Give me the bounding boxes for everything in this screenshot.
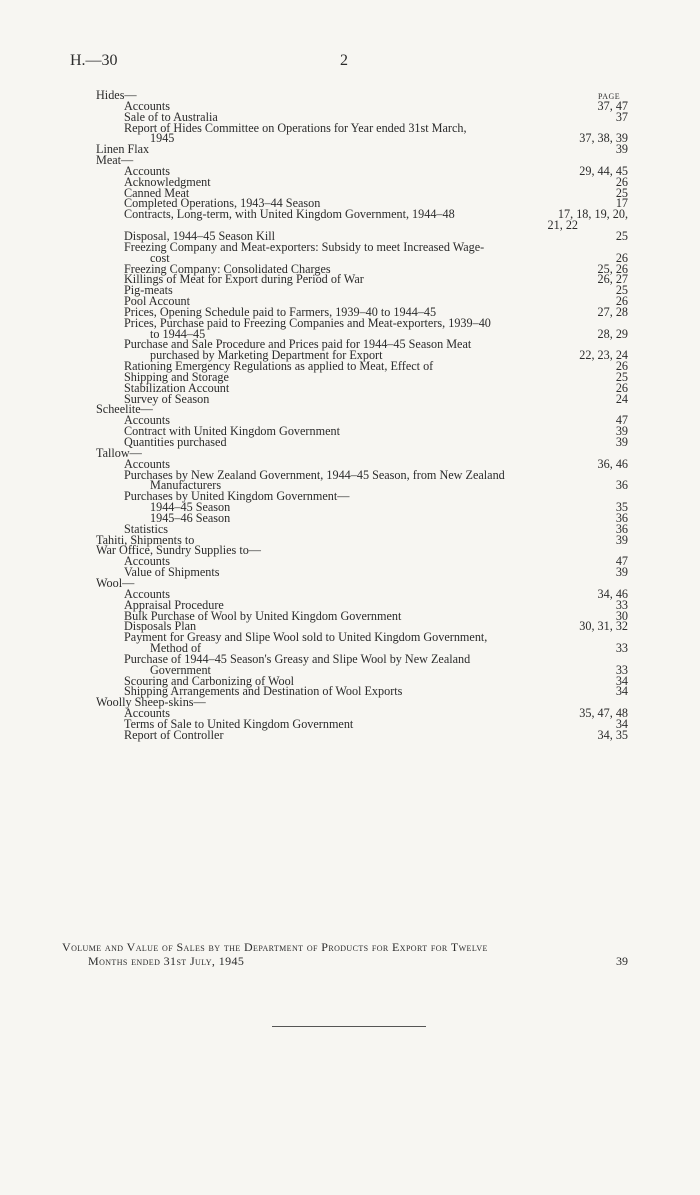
entry-pages: 39 (615, 435, 628, 449)
entry-pages: 39 (615, 424, 628, 439)
entry-pages: 37 (615, 109, 628, 124)
entry-continuation: Government (150, 662, 211, 677)
entry-text: Accounts (124, 413, 171, 428)
entry-pages: 25 (615, 228, 628, 243)
entry-pages: 47 (615, 554, 628, 569)
entry-text: Quantities purchased (124, 435, 227, 449)
entry-pages: 33 (615, 641, 628, 656)
index-entry (96, 404, 628, 415)
entry-continuation: Manufacturers (150, 478, 222, 493)
entry-pages: 25 (615, 369, 628, 384)
entry-text: Accounts (124, 554, 171, 569)
entry-pages: 34, 35 (597, 727, 628, 742)
entry-text: Survey of Season (124, 391, 210, 406)
entry-text: Completed Operations, 1943–44 Season (124, 196, 321, 211)
index-entry (96, 632, 628, 654)
index-entry (96, 391, 628, 406)
entry-pages: 47 (615, 413, 628, 428)
entry-text: Disposal, 1944–45 Season Kill (124, 228, 275, 243)
index-entry (96, 90, 628, 101)
entry-text: Woolly Sheep-skins— (96, 695, 206, 710)
entry-pages: 26 (615, 174, 628, 189)
entry-continuation: 1945 (150, 131, 175, 146)
entry-text: Accounts (124, 706, 171, 721)
entry-pages: 26 (615, 294, 628, 309)
entry-text: Hides— (96, 88, 137, 102)
index-entry (96, 575, 628, 590)
index-entry (96, 239, 628, 265)
entry-continuation: cost (150, 250, 170, 265)
index-entry (96, 155, 628, 166)
entry-pages: 30, 31, 32 (579, 619, 628, 634)
entry-text: Payment for Greasy and Slipe Wool sold to United Kingdom Government, (124, 630, 488, 645)
entry-pages: 33 (615, 662, 628, 677)
entry-pages: 34 (615, 673, 628, 688)
entry-text: Contracts, Long-term, with United Kingdom Government, 1944–48 (124, 207, 455, 222)
entry-text: Accounts (124, 98, 171, 113)
footer-pages: 39 (616, 954, 628, 968)
entry-pages: 35, 47, 48 (579, 706, 628, 721)
entry-text: Accounts (124, 456, 171, 471)
entry-pages: 29, 44, 45 (579, 163, 628, 178)
entry-continuation: purchased by Marketing Department for Export (150, 348, 383, 363)
entry-pages: 24 (615, 391, 628, 406)
entry-text: 1945–46 Season (150, 510, 231, 525)
entry-pages: 33 (615, 597, 628, 612)
index-entry (96, 437, 628, 448)
entry-pages: 27, 28 (597, 304, 628, 319)
index-entry (96, 445, 628, 460)
entry-continuation: to 1944–45 (150, 326, 206, 341)
footer-line-1: Volume and Value of Sales by the Department of Products for Export for Twelve (62, 940, 488, 954)
entry-text: Killings of Meat for Export during Period of War (124, 272, 364, 287)
document-code: H.—30 (70, 52, 118, 69)
entry-text: Linen Flax (96, 142, 150, 157)
entry-pages: 25 (615, 283, 628, 298)
entry-text: Accounts (124, 586, 171, 601)
entry-text: Acknowledgment (124, 174, 211, 189)
entry-text: Prices, Purchase paid to Freezing Companies and Meat-exporters, 1939–40 (124, 315, 491, 330)
entry-text: Accounts (124, 163, 171, 178)
entry-text: Scouring and Carbonizing of Wool (124, 673, 295, 688)
closing-rule (272, 1026, 426, 1027)
entry-text: Disposals Plan (124, 619, 197, 634)
footer-line-2: Months ended 31st July, 1945 (88, 954, 245, 968)
entry-text: Rationing Emergency Regulations as applied to Meat, Effect of (124, 359, 434, 374)
page-header (70, 52, 630, 72)
footer-entry (62, 940, 628, 968)
entry-text: Tallow— (96, 445, 142, 460)
entry-text: Purchases by New Zealand Government, 1944–45 Season, from New Zealand (124, 467, 505, 482)
index-entry (96, 567, 628, 578)
index-entry (96, 209, 628, 231)
entry-pages: 34 (615, 684, 628, 699)
index-entry (96, 315, 628, 341)
entry-text: Sale of to Australia (124, 109, 218, 124)
index-entry (96, 274, 628, 285)
entry-pages: 37, 47 (597, 98, 628, 113)
entry-text: Stabilization Account (124, 380, 230, 395)
entry-text: Wool— (96, 575, 135, 590)
entry-text: Terms of Sale to United Kingdom Government (124, 716, 354, 731)
entry-pages: 37, 38, 39 (579, 131, 628, 146)
entry-text: Purchases by United Kingdom Government— (124, 489, 350, 504)
entry-text: Purchase of 1944–45 Season's Greasy and Slipe Wool by New Zealand (124, 651, 471, 666)
entry-pages: 26 (615, 380, 628, 395)
entry-pages: 26 (615, 359, 628, 374)
entry-pages: 36 (615, 521, 628, 536)
entry-pages: 30 (615, 608, 628, 623)
entry-text: War Office, Sundry Supplies to— (96, 543, 261, 558)
entry-text: Report of Controller (124, 727, 224, 742)
entry-text: Shipping and Storage (124, 369, 229, 384)
page-number: 2 (340, 52, 348, 69)
entry-pages: 36 (615, 510, 628, 525)
index-entry (96, 697, 628, 708)
entry-text: Purchase and Sale Procedure and Prices paid for 1944–45 Season Meat (124, 337, 472, 352)
entry-text: Contract with United Kingdom Government (124, 424, 340, 439)
entry-pages: 22, 23, 24 (579, 348, 628, 363)
entry-pages: 34 (615, 716, 628, 731)
entry-text: Bulk Purchase of Wool by United Kingdom Government (124, 608, 402, 623)
index-entry (96, 467, 628, 493)
entry-pages: 39 (615, 142, 628, 157)
entry-pages: 39 (615, 532, 628, 547)
entry-text: Prices, Opening Schedule paid to Farmers, 1939–40 to 1944–45 (124, 304, 437, 319)
entry-text: Pool Account (124, 294, 191, 309)
entry-text: Statistics (124, 521, 169, 536)
index-entry (96, 510, 628, 525)
entry-pages: 26 (615, 250, 628, 265)
entry-pages: 34, 46 (597, 586, 628, 601)
entry-text: Report of Hides Committee on Operations for Year ended 31st March, (124, 120, 467, 135)
entry-pages: 25, 26 (597, 261, 628, 276)
entry-text: Shipping Arrangements and Destination of Wool Exports (124, 684, 403, 699)
entry-text: Pig-meats (124, 283, 173, 298)
entry-pages-continued: 21, 22 (547, 218, 578, 233)
entry-pages: 17, 18, 19, 20, (557, 207, 628, 222)
entry-pages: 35 (615, 500, 628, 515)
entry-pages: 25 (615, 185, 628, 200)
footer-line-2-row (62, 954, 628, 968)
page-column-label: PAGE (598, 92, 621, 101)
index-entry (96, 727, 628, 742)
entry-text: Tahiti, Shipments to (96, 532, 195, 547)
entry-pages: 39 (615, 565, 628, 580)
entry-pages: 17 (615, 196, 628, 211)
index-entry (96, 339, 628, 361)
entry-text: 1944–45 Season (150, 500, 231, 515)
entry-text: Freezing Company and Meat-exporters: Subsidy to meet Increased Wage- (124, 239, 485, 254)
index-list (96, 90, 628, 741)
index-entry (96, 120, 628, 146)
index-entry (96, 651, 628, 677)
entry-text: Scheelite— (96, 402, 153, 417)
entry-pages: 26, 27 (597, 272, 628, 287)
entry-pages: 36 (615, 478, 628, 493)
entry-text: Freezing Company: Consolidated Charges (124, 261, 331, 276)
entry-pages: 28, 29 (597, 326, 628, 341)
index-entry (96, 545, 628, 556)
entry-text: Canned Meat (124, 185, 190, 200)
entry-text: Appraisal Procedure (124, 597, 224, 612)
entry-continuation: Method of (150, 641, 202, 656)
index-entry (96, 144, 628, 155)
entry-text: Meat— (96, 153, 134, 168)
entry-text: Value of Shipments (124, 565, 220, 580)
entry-pages: 36, 46 (597, 456, 628, 471)
